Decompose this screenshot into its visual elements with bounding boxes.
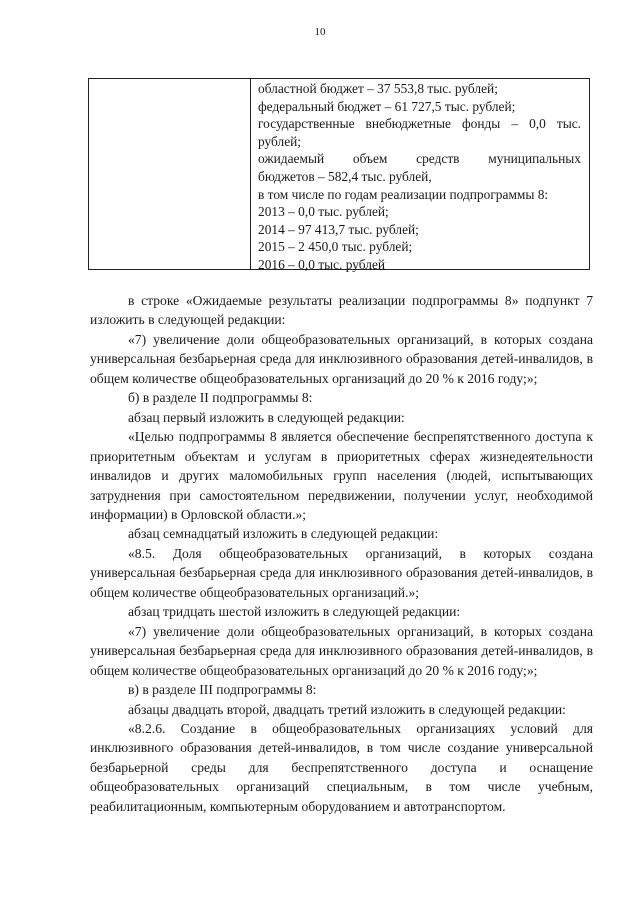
table-right-cell: [251, 79, 589, 272]
document-body: [90, 291, 593, 816]
table-line: 2015 – 2 450,0 тыс. рублей;: [258, 239, 413, 255]
paragraph: абзац тридцать шестой изложить в следующей редакции:: [128, 604, 461, 620]
table-line: бюджетов – 582,4 тыс. рублей,: [258, 168, 432, 184]
paragraph: в строке «Ожидаемые результаты реализации подпрограммы 8» подпункт 7 изложить в следующей редакции:: [90, 293, 593, 328]
paragraph: «Целью подпрограммы 8 является обеспечение беспрепятственного доступа к приоритетным объектам и услугам в приоритетных сферах жизнедеятельности инвалидов и других маломобильных групп населения (людей, испытывающих затруднения при самостоятельном передвижении, получении услуг, необходимой информации) в Орловской области.»;: [90, 429, 593, 522]
table-line: рублей;: [258, 133, 302, 149]
table-line: ожидаемый объем средств муниципальных: [258, 151, 581, 167]
paragraph: абзац первый изложить в следующей редакции:: [128, 409, 405, 425]
table-line: 2013 – 0,0 тыс. рублей;: [258, 204, 389, 220]
page-number: 10: [314, 26, 326, 38]
paragraph: в) в разделе III подпрограммы 8:: [128, 682, 317, 698]
table-line: федеральный бюджет – 61 727,5 тыс. рублей;: [258, 98, 516, 114]
table-line: государственные внебюджетные фонды – 0,0 тыс.: [258, 116, 581, 132]
paragraph: «7) увеличение доли общеобразовательных организаций, в которых создана универсальная безбарьерная среда для инклюзивного образования детей-инвалидов, в общем количестве общеобразовательных организаций до 20 % к 2016 году;»;: [90, 623, 593, 678]
paragraph: абзац семнадцатый изложить в следующей редакции:: [128, 526, 439, 542]
table-line: 2016 – 0,0 тыс. рублей: [258, 256, 386, 272]
table-line: областной бюджет – 37 553,8 тыс. рублей;: [258, 81, 498, 96]
paragraph: «7) увеличение доли общеобразовательных организаций, в которых создана универсальная безбарьерная среда для инклюзивного образования детей-инвалидов, в общем количестве общеобразовательных организаций до 20 % к 2016 году;»;: [90, 331, 593, 386]
table-left-cell: [89, 79, 251, 269]
budget-table: [88, 78, 590, 270]
table-line: в том числе по годам реализации подпрограммы 8:: [258, 186, 549, 202]
paragraph: «8.5. Доля общеобразовательных организаций, в которых создана универсальная безбарьерная среда для инклюзивного образования детей-инвалидов, в общем количестве общеобразовательных организаций.»;: [90, 545, 593, 600]
paragraph: абзацы двадцать второй, двадцать третий изложить в следующей редакции:: [128, 701, 566, 717]
paragraph: «8.2.6. Создание в общеобразовательных организациях условий для инклюзивного образования детей-инвалидов, в том числе создание универсальной безбарьерной среды для беспрепятственного доступа и оснащение общеобразовательных организаций специальным, в том числе учебным, реабилитационным, компьютерным оборудованием и автотранспортом.: [90, 720, 593, 814]
table-line: 2014 – 97 413,7 тыс. рублей;: [258, 221, 419, 237]
paragraph: б) в разделе II подпрограммы 8:: [128, 390, 313, 406]
